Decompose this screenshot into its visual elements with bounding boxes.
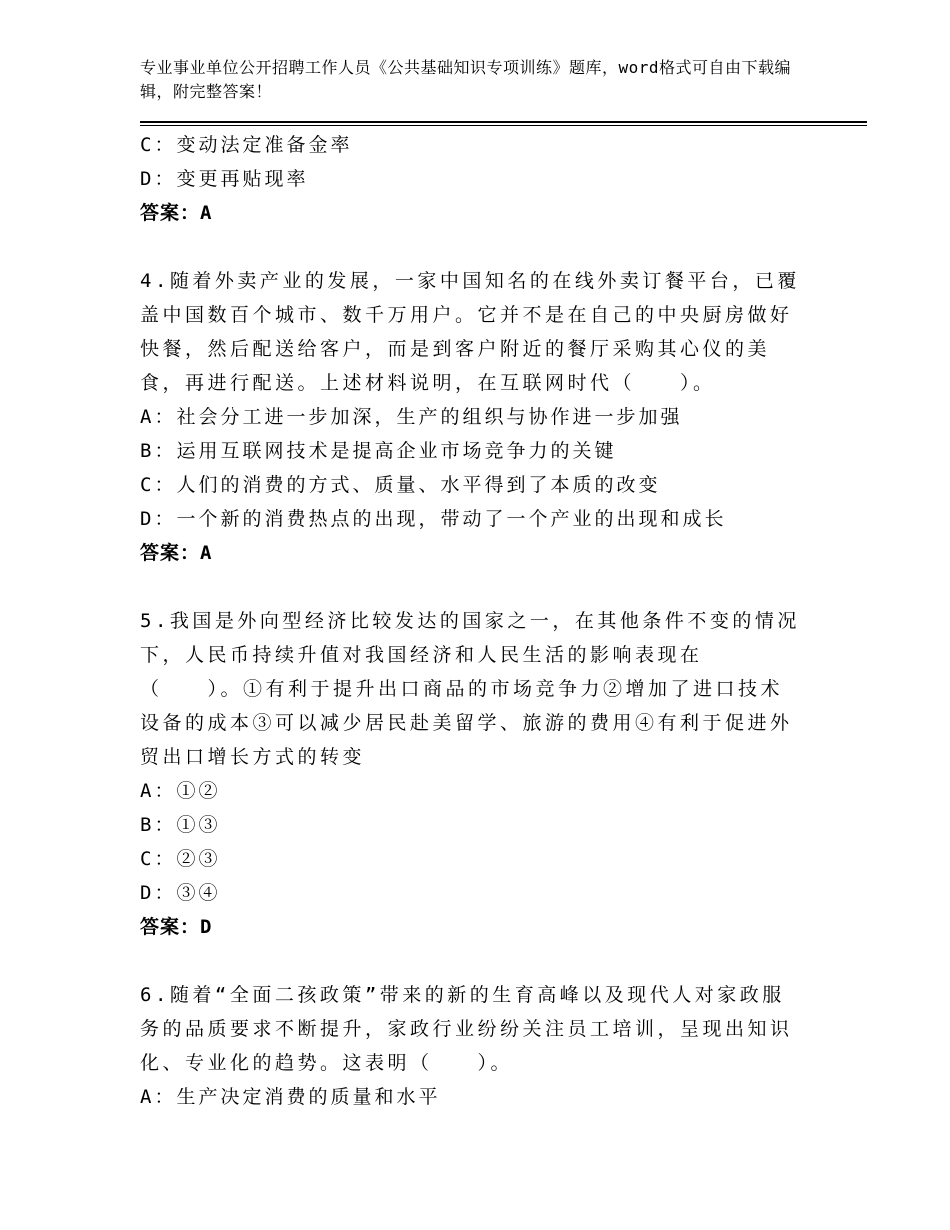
option-a: A：生产决定消费的质量和水平 xyxy=(140,1086,441,1108)
page-header xyxy=(140,56,810,104)
spacer xyxy=(140,570,800,604)
answer: 答案：D xyxy=(140,916,213,938)
question-list xyxy=(140,128,800,1114)
option-d: D：变更再贴现率 xyxy=(140,168,309,190)
question-6 xyxy=(140,978,800,1114)
previous-question xyxy=(140,128,800,230)
header-text: 专业事业单位公开招聘工作人员《公共基础知识专项训练》题库，word格式可自由下载编辑，附完整答案！ xyxy=(140,58,792,101)
question-4 xyxy=(140,264,800,570)
option-a: A：社会分工进一步加深，生产的组织与协作进一步加强 xyxy=(140,406,683,428)
question-stem: 5.我国是外向型经济比较发达的国家之一，在其他条件不变的情况下，人民币持续升值对我国经济和人民生活的影响表现在（ ）。①有利于提升出口商品的市场竞争力②增加了进口技术设备的成本③可以减少居民赴美留学、旅游的费用④有利于促进外贸出口增长方式的转变 xyxy=(140,610,800,768)
option-b: B：运用互联网技术是提高企业市场竞争力的关键 xyxy=(140,440,617,462)
question-stem: 4.随着外卖产业的发展，一家中国知名的在线外卖订餐平台，已覆盖中国数百个城市、数千万用户。它并不是在自己的中央厨房做好快餐，然后配送给客户，而是到客户附近的餐厅采购其心仪的美食，再进行配送。上述材料说明，在互联网时代（ ）。 xyxy=(140,270,800,394)
option-c: C：变动法定准备金率 xyxy=(140,134,353,156)
answer: 答案：A xyxy=(140,202,213,224)
answer: 答案：A xyxy=(140,542,213,564)
header-rule xyxy=(140,121,867,123)
spacer xyxy=(140,944,800,978)
option-a: A：①② xyxy=(140,780,221,802)
option-d: D：③④ xyxy=(140,882,221,904)
header-rule-thin xyxy=(140,125,867,126)
question-stem: 6.随着“全面二孩政策”带来的新的生育高峰以及现代人对家政服务的品质要求不断提升，家政行业纷纷关注员工培训，呈现出知识化、专业化的趋势。这表明（ ）。 xyxy=(140,984,793,1074)
option-b: B：①③ xyxy=(140,814,221,836)
question-5 xyxy=(140,604,800,944)
option-c: C：人们的消费的方式、质量、水平得到了本质的改变 xyxy=(140,474,661,496)
option-c: C：②③ xyxy=(140,848,221,870)
spacer xyxy=(140,230,800,264)
option-d: D：一个新的消费热点的出现，带动了一个产业的出现和成长 xyxy=(140,508,727,530)
